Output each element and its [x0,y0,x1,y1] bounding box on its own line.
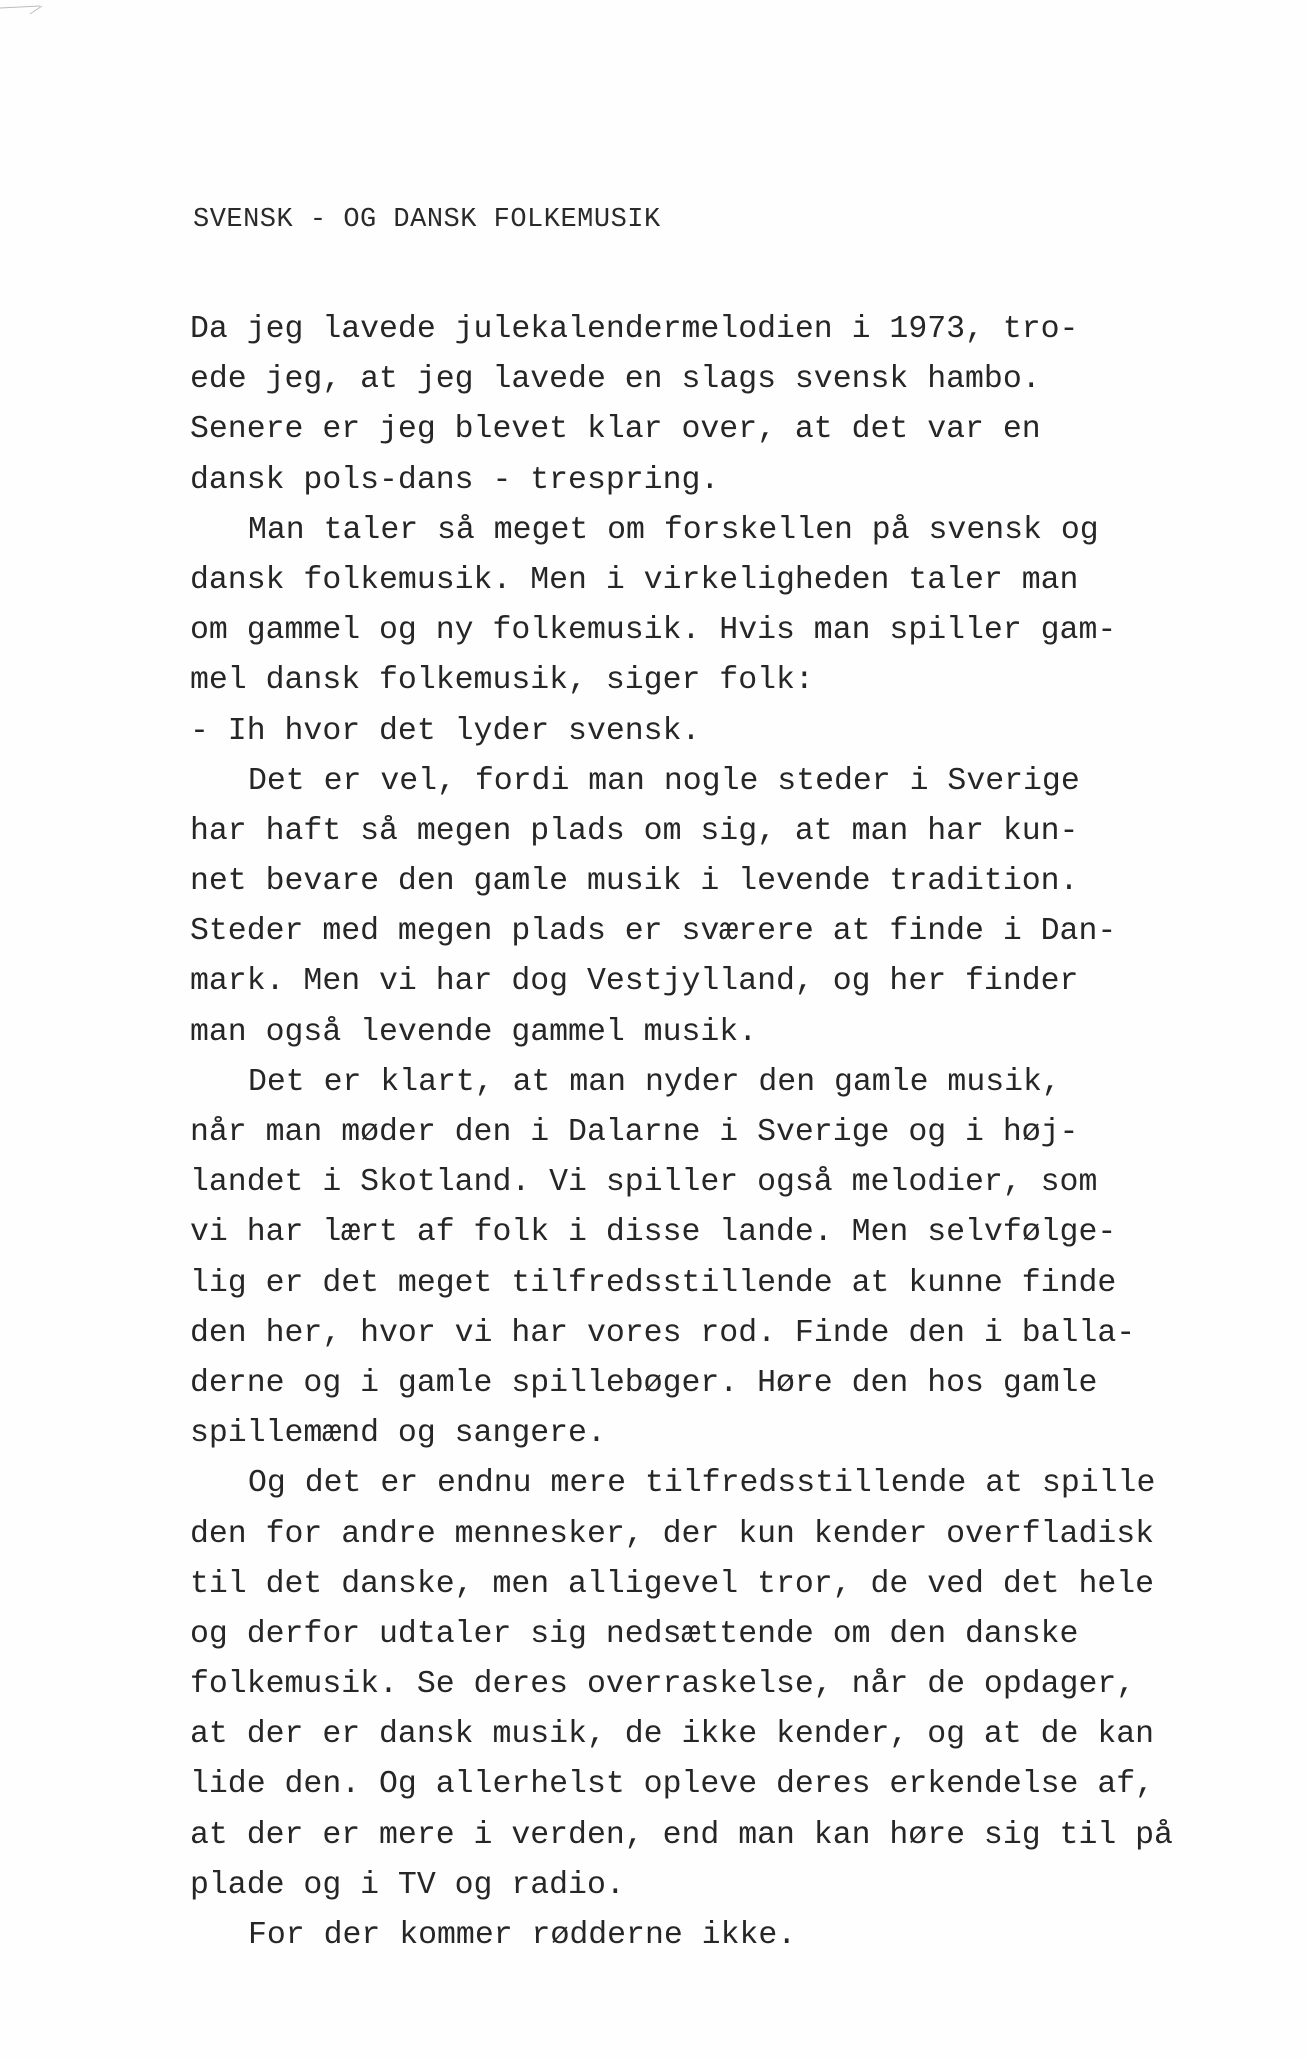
text-line: Steder med megen plads er sværere at finde i Dan- [190,914,1117,950]
text-line: spillemænd og sangere. [190,1416,606,1452]
text-line: vi har lært af folk i disse lande. Men selvfølge- [190,1215,1117,1251]
text-line: Senere er jeg blevet klar over, at det var en [190,412,1041,448]
text-line: Man taler så meget om forskellen på svensk og [248,512,1099,548]
text-line: lide den. Og allerhelst opleve deres erkendelse af, [190,1767,1155,1803]
text-line: Det er klart, at man nyder den gamle musik, [248,1064,1061,1100]
text-line: net bevare den gamle musik i levende tradition. [190,864,1079,900]
text-line: har haft så megen plads om sig, at man har kun- [190,813,1079,849]
text-line: folkemusik. Se deres overraskelse, når de opdager, [190,1667,1136,1703]
text-line: ede jeg, at jeg lavede en slags svensk hambo. [190,362,1041,398]
text-line: om gammel og ny folkemusik. Hvis man spiller gam- [190,613,1117,649]
text-line: at der er dansk musik, de ikke kender, og at de kan [190,1717,1155,1753]
text-line: dansk pols-dans - trespring. [190,462,720,498]
text-line: at der er mere i verden, end man kan høre sig til på [190,1817,1173,1853]
document-title: SVENSK - OG DANSK FOLKEMUSIK [193,205,661,235]
text-line: den for andre mennesker, der kun kender overfladisk [190,1516,1155,1552]
corner-scan-mark [0,0,60,20]
text-line: - Ih hvor det lyder svensk. [190,713,701,749]
text-line: man også levende gammel musik. [190,1014,758,1050]
text-line: derne og i gamle spillebøger. Høre den hos gamle [190,1365,1098,1401]
text-line: lig er det meget tilfredsstillende at kunne finde [190,1265,1117,1301]
document-body [190,305,1250,1961]
text-line: Det er vel, fordi man nogle steder i Sverige [248,763,1080,799]
text-line: dansk folkemusik. Men i virkeligheden taler man [190,562,1079,598]
text-line: For der kommer rødderne ikke. [248,1918,797,1953]
text-line: Og det er endnu mere tilfredsstillende at spille [248,1466,1156,1502]
text-line: plade og i TV og radio. [190,1867,625,1903]
text-line: til det danske, men alligevel tror, de ved det hele [190,1566,1155,1602]
text-line: landet i Skotland. Vi spiller også melodier, som [190,1165,1098,1201]
text-line: Da jeg lavede julekalendermelodien i 1973, tro- [190,312,1079,347]
text-line: den her, hvor vi har vores rod. Finde den i balla- [190,1315,1136,1351]
text-line: mark. Men vi har dog Vestjylland, og her finder [190,964,1079,1000]
text-line: og derfor udtaler sig nedsættende om den danske [190,1616,1079,1652]
text-line: når man møder den i Dalarne i Sverige og i høj- [190,1115,1079,1150]
text-line: mel dansk folkemusik, siger folk: [190,663,814,699]
